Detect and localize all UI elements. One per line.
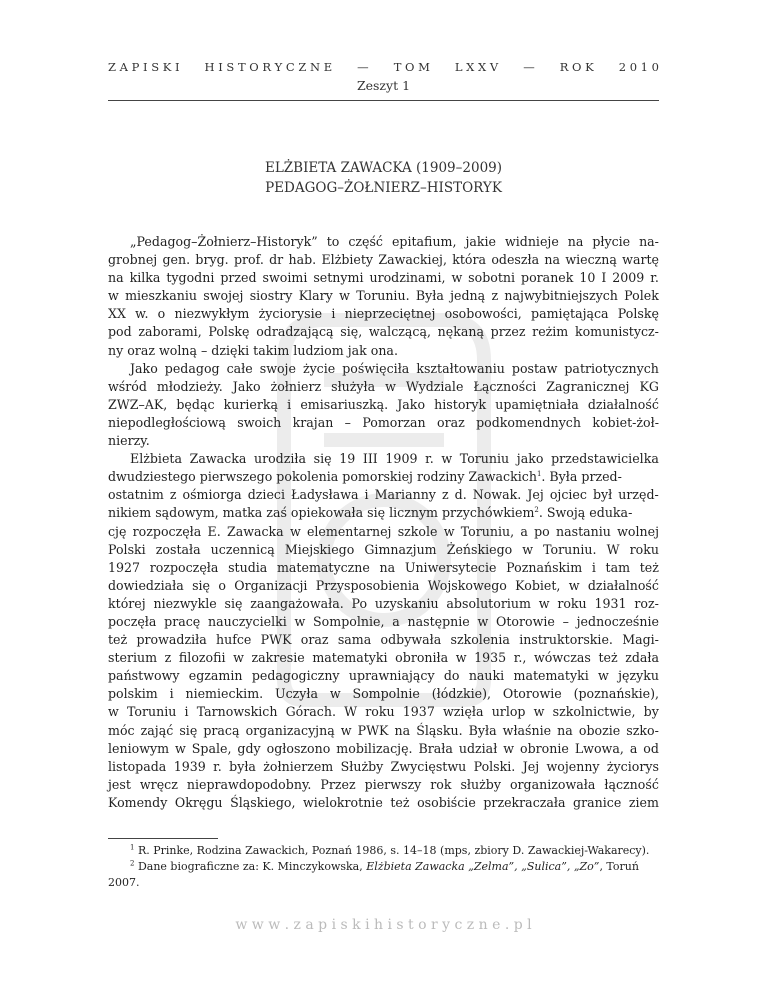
article-title [108,158,659,198]
text-line: ny oraz wolną – dzięki takim ludziom jak ona. [108,342,398,358]
footnote-mark-1: 1 [536,470,542,479]
text-line: polskim i niemieckim. Uczyła w Sompolnie (łódzkie), Otorowie (poznańskie), [108,686,659,702]
text-line: jest wręcz nieprawdopodobny. Przez pierwszy rok służby organizowała łączność [108,776,659,792]
text-line: cję rozpoczęła E. Zawacka w elementarnej szkole w Toruniu, a po nastaniu wolnej [108,523,659,539]
footnote-2: $^2$ Dane biograficzne za: K. Minczykowska, Elżbieta Zawacka „Zelma”, „Sulica”, „Zo”, Toruń [130,859,639,873]
header-word: Z A P I S K I [108,60,180,74]
text-line: też prowadziła hufce PWK oraz sama odbywała szkolenia instruktorskie. Magi- [108,632,659,648]
text-segment: dwudziestego pierwszego pokolenia pomorskiej rodziny Zawackich$^1$. Była przed- [108,469,622,485]
text-line: Jako pedagog całe swoje życie poświęciła kształtowaniu postaw patriotycznych [130,360,659,376]
header-word: — [357,60,369,74]
text-line: grobnej gen. bryg. prof. dr hab. Elżbiety Zawackiej, która odeszła na wieczną wartę [108,252,659,268]
text-line: móc zająć się pracą organizacyjną w PWK na Śląsku. Była właśnie na obozie szko- [108,722,659,738]
text-line: poczęła pracę nauczycielki w Sompolnie, a następnie w Otorowie – jednocześnie [108,613,659,629]
text-line: państwowy egzamin pedagogiczny uprawniający do nauki matematyki w języku [108,668,659,684]
text-line: listopada 1939 r. była żołnierzem Służby Zwycięstwu Polski. Jej wojenny życiorys [108,758,659,774]
footnote-divider [108,838,218,839]
text-line: 1927 rozpoczęła studia matematyczne na Uniwersytecie Poznańskim i tam też [108,559,659,575]
text-line: nierzy. [108,433,150,449]
text-line: w mieszkaniu swojej siostry Klary w Toruniu. Była jedną z najwybitniejszych Polek [108,288,659,304]
text-line: której niezwykle się zaangażowała. Po uzyskaniu absolutorium w roku 1931 roz- [108,595,659,611]
text-line: w Toruniu i Tarnowskich Górach. W roku 1937 wzięła urlop w szkolnictwie, by [108,704,659,720]
footnote-2-cont: 2007. [108,876,140,889]
text-segment: nikiem sądowym, matka zaś opiekowała się licznym przychówkiem$^2$. Swoją eduka- [108,505,633,521]
journal-url: w w w . z a p i s k i h i s t o r y c z n e . p l [235,917,532,933]
header-word: T O M [393,60,430,74]
header-word: R O K [559,60,594,74]
footnote-1: $^1$ R. Prinke, Rodzina Zawackich, Poznań 1986, s. 14–18 (mps, zbiory D. Zawackiej-Wakarecy). [130,843,650,857]
text-line: „Pedagog–Żołnierz–Historyk” to część epitafium, jakie widnieje na płycie na- [130,234,659,249]
issue-label: Zeszyt 1 [356,78,411,93]
text-line: Komendy Okręgu Śląskiego, wielokrotnie też osobiście przekraczała granice ziem [108,794,659,810]
text-line: na kilka tygodni przed swoimi setnymi urodzinami, w sobotni poranek 10 I 2009 r. [108,270,659,286]
text-line: Polski została uczennicą Miejskiego Gimnazjum Żeńskiego w Toruniu. W roku [108,541,659,557]
text-line [108,504,659,522]
text-line: ZWZ–AK, będąc kurierką i emisariuszką. Jako historyk upamiętniała działalność [108,396,659,412]
header-word: 2 0 1 0 [618,60,659,74]
text-line: niepodległościową swoich krajan – Pomorzan oraz podkomendnych kobiet-żoł- [108,414,659,430]
footnote-mark-2: 2 [534,506,539,515]
text-line: leniowym w Spale, gdy ogłoszono mobilizację. Brała udział w obronie Lwowa, a od [108,740,659,756]
text-line: sterium z filozofii w zakresie matematyki obroniła w 1935 r., wówczas też zdała [108,650,659,666]
title-line-2: PEDAGOG–ŻOŁNIERZ–HISTORYK [265,180,502,196]
text-line: dowiedziała się o Organizacji Przysposobienia Wojskowego Kobiet, w działalność [108,577,659,593]
article-body [108,233,659,812]
text-line [108,468,659,486]
text-line: wśród młodzieży. Jako żołnierz służyła w Wydziale Łączności Zagranicznej KG [108,378,659,394]
text-line: pod zaborami, Polskę odradzającą się, walczącą, nękaną przez reżim komunistycz- [108,324,659,340]
text-line: Elżbieta Zawacka urodziła się 19 III 1909 r. w Toruniu jako przedstawicielka [130,451,659,467]
footnotes [108,843,659,891]
header-word: L X X V [454,60,499,74]
header-word: H I S T O R Y C Z N E [204,60,333,74]
journal-header [108,60,659,74]
text-line: XX w. o niezwykłym życiorysie i nieprzeciętnej osobowości, pamiętająca Polskę [108,306,659,322]
header-word: — [523,60,535,74]
text-line: ostatnim z ośmiorga dzieci Ładysława i Marianny z d. Nowak. Jej ojciec był urzęd- [108,487,659,503]
title-line-1: ELŻBIETA ZAWACKA (1909–2009) [264,160,503,176]
header-divider [108,100,659,101]
